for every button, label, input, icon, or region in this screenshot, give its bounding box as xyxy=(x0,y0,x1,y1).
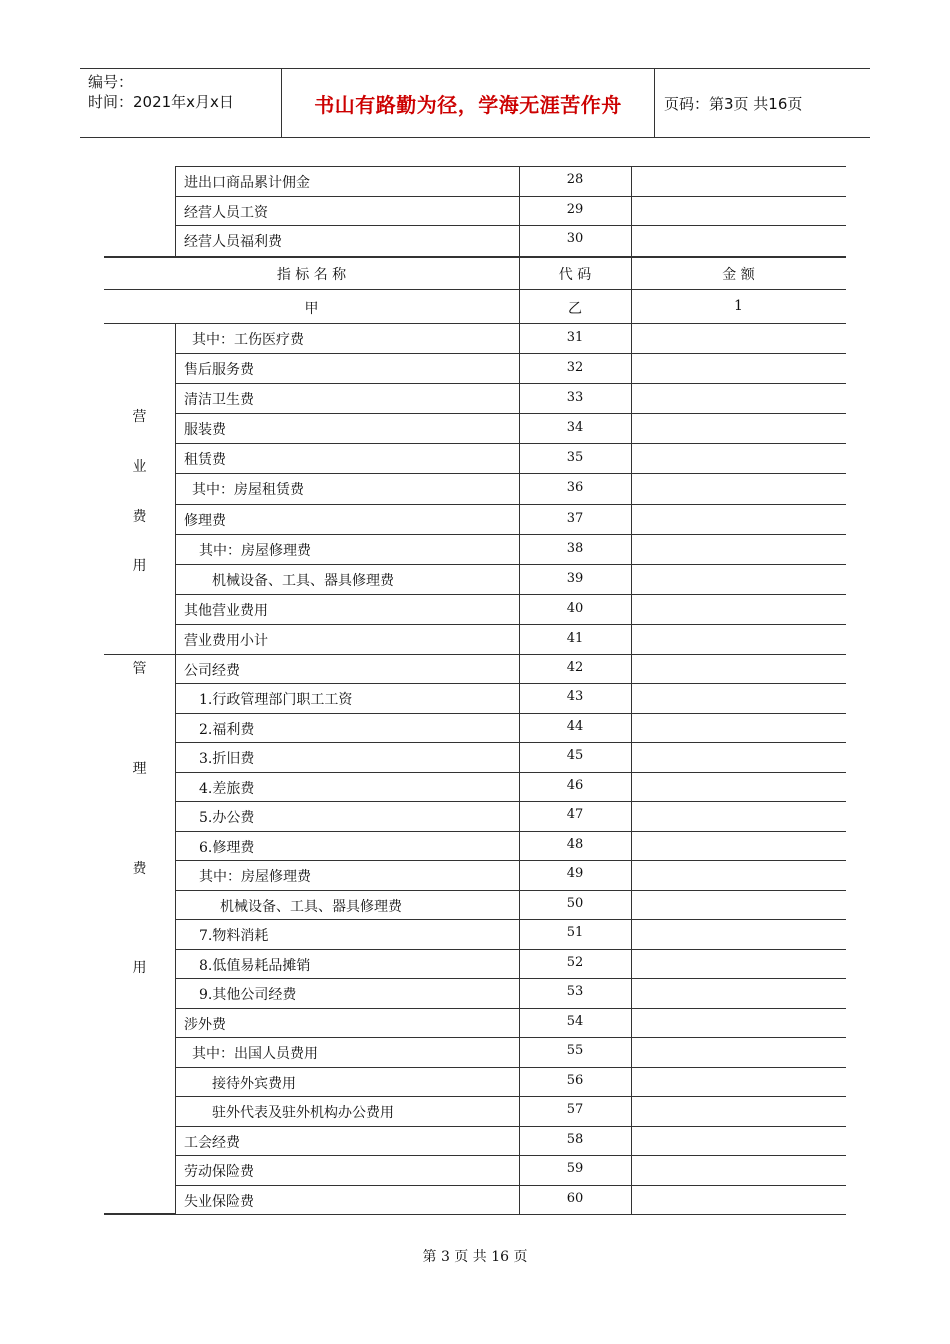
row-code: 29 xyxy=(566,201,584,217)
row-code: 54 xyxy=(566,1013,584,1029)
row-amount-cell[interactable] xyxy=(631,919,846,948)
table-rule xyxy=(175,683,846,684)
row-name: 接待外宾费用 xyxy=(212,1075,296,1092)
table-rule xyxy=(175,225,846,226)
table-row xyxy=(104,1126,846,1155)
row-code: 58 xyxy=(566,1131,584,1147)
row-amount-cell[interactable] xyxy=(631,978,846,1007)
table-row xyxy=(104,473,846,503)
column-header-code: 代 码 xyxy=(558,267,592,283)
table-row xyxy=(104,654,846,683)
table-row xyxy=(104,890,846,919)
row-name: 进出口商品累计佣金 xyxy=(184,175,310,191)
row-code: 39 xyxy=(566,570,584,586)
row-amount-cell[interactable] xyxy=(631,1185,846,1214)
table-row xyxy=(104,683,846,712)
row-code: 46 xyxy=(566,777,584,793)
table-rule xyxy=(175,860,846,861)
table-row xyxy=(104,1155,846,1184)
row-amount-cell[interactable] xyxy=(631,831,846,860)
column-header-amount: 金 额 xyxy=(722,267,755,283)
row-code: 32 xyxy=(566,360,584,376)
page-header xyxy=(80,68,870,138)
row-name: 公司经费 xyxy=(184,663,240,679)
table-rule xyxy=(175,919,846,920)
table-rule xyxy=(175,1155,846,1156)
row-name: 经营人员福利费 xyxy=(184,234,282,250)
row-code: 53 xyxy=(566,984,584,1000)
table-rule xyxy=(175,1008,846,1009)
table-rule xyxy=(175,801,846,802)
row-code: 41 xyxy=(566,630,584,646)
table-column-rule xyxy=(519,256,520,323)
table-row xyxy=(104,978,846,1007)
row-name: 9.其他公司经费 xyxy=(199,987,297,1004)
table-rule xyxy=(104,289,846,290)
table-row xyxy=(104,534,846,564)
row-code: 59 xyxy=(566,1161,584,1177)
table-column-rule xyxy=(631,323,632,1214)
row-code: 60 xyxy=(566,1190,584,1206)
row-amount-cell[interactable] xyxy=(631,534,846,564)
table-row xyxy=(104,353,846,383)
row-name: 清洁卫生费 xyxy=(184,392,254,409)
row-name: 5.办公费 xyxy=(199,810,255,827)
row-amount-cell[interactable] xyxy=(631,594,846,624)
row-code: 36 xyxy=(566,480,584,496)
row-code: 56 xyxy=(566,1072,584,1088)
table-rule xyxy=(175,443,846,444)
table-rule xyxy=(175,713,846,714)
table-column-rule xyxy=(631,256,632,323)
table-rule xyxy=(104,256,846,258)
table-rule xyxy=(175,353,846,354)
row-amount-cell[interactable] xyxy=(631,1155,846,1184)
row-amount-cell[interactable] xyxy=(631,564,846,594)
row-code: 37 xyxy=(566,510,584,526)
row-code: 38 xyxy=(566,540,584,556)
row-code: 33 xyxy=(566,390,584,406)
row-name: 劳动保险费 xyxy=(184,1164,254,1181)
table-rule xyxy=(175,594,846,595)
row-name: 2.福利费 xyxy=(199,721,255,738)
row-name: 其中：出国人员费用 xyxy=(192,1046,318,1063)
row-code: 42 xyxy=(566,660,584,675)
row-code: 57 xyxy=(566,1102,584,1118)
table-row xyxy=(104,323,846,353)
row-amount-cell[interactable] xyxy=(631,353,846,383)
row-amount-cell[interactable] xyxy=(631,683,846,712)
table-rule xyxy=(175,1067,846,1068)
row-code: 40 xyxy=(566,600,584,616)
category-sales-char-3: 费 xyxy=(132,509,147,525)
table-rule xyxy=(175,890,846,891)
row-code: 50 xyxy=(566,895,584,911)
row-name: 租赁费 xyxy=(184,452,226,469)
row-name: 机械设备、工具、器具修理费 xyxy=(212,572,394,589)
table-rule xyxy=(175,473,846,474)
row-name: 驻外代表及驻外机构办公费用 xyxy=(212,1105,394,1122)
row-amount-cell[interactable] xyxy=(631,742,846,771)
table-row xyxy=(104,772,846,801)
row-name: 工会经费 xyxy=(184,1134,240,1151)
page-footer: 第 3 页 共 16 页 xyxy=(422,1249,528,1265)
row-code: 43 xyxy=(566,689,584,705)
row-name: 其他营业费用 xyxy=(184,602,268,619)
table-rule xyxy=(175,1126,846,1127)
header-motto: 书山有路勤为径，学海无涯苦作舟 xyxy=(314,92,622,117)
table-rule xyxy=(175,1037,846,1038)
table-rule xyxy=(175,166,846,167)
category-admin-char-1: 管 xyxy=(132,661,147,677)
table-rule xyxy=(175,413,846,414)
document-date-label: 时间：2021年x月x日 xyxy=(88,93,234,111)
table-row xyxy=(104,594,846,624)
table-row xyxy=(104,831,846,860)
header-page-info: 页码：第3页 共16页 xyxy=(664,94,803,113)
table-column-rule xyxy=(175,166,176,256)
row-name: 4.差旅费 xyxy=(199,780,255,797)
row-name: 8.低值易耗品摊销 xyxy=(199,957,311,974)
column-index-code: 乙 xyxy=(568,301,582,317)
table-row xyxy=(104,742,846,771)
row-name: 1.行政管理部门职工工资 xyxy=(199,692,353,709)
table-rule xyxy=(175,1096,846,1097)
table-rule xyxy=(175,772,846,773)
table-rule xyxy=(175,564,846,565)
category-admin-char-4: 用 xyxy=(132,960,147,976)
table-rule xyxy=(175,624,846,625)
table-row xyxy=(104,1037,846,1066)
row-code: 34 xyxy=(566,420,584,436)
row-name: 其中：房屋租赁费 xyxy=(192,482,304,499)
row-name: 机械设备、工具、器具修理费 xyxy=(220,898,402,915)
row-amount-cell[interactable] xyxy=(631,772,846,801)
table-column-index xyxy=(104,290,846,324)
table-rule xyxy=(175,742,846,743)
table-row xyxy=(104,1067,846,1096)
table-rule xyxy=(104,654,846,655)
row-name: 7.物料消耗 xyxy=(199,928,269,945)
header-meta xyxy=(80,69,282,137)
table-rule xyxy=(175,978,846,979)
category-admin-char-2: 理 xyxy=(132,761,147,777)
row-amount-cell[interactable] xyxy=(631,473,846,503)
row-name: 失业保险费 xyxy=(184,1193,254,1210)
row-amount-cell[interactable] xyxy=(631,166,846,196)
row-amount-cell[interactable] xyxy=(631,1008,846,1037)
row-name: 其中：工伤医疗费 xyxy=(192,332,304,348)
row-code: 45 xyxy=(566,748,584,764)
header-motto-cell xyxy=(282,69,655,137)
table-row xyxy=(104,166,846,196)
row-code: 52 xyxy=(566,954,584,970)
table-row xyxy=(104,1008,846,1037)
table-row xyxy=(104,624,846,654)
row-name: 售后服务费 xyxy=(184,362,254,379)
row-amount-cell[interactable] xyxy=(631,443,846,473)
row-amount-cell[interactable] xyxy=(631,413,846,443)
table-rule xyxy=(175,383,846,384)
table-row xyxy=(104,713,846,742)
row-code: 55 xyxy=(566,1043,584,1059)
row-amount-cell[interactable] xyxy=(631,196,846,226)
table-row xyxy=(104,860,846,889)
row-code: 48 xyxy=(566,836,584,852)
table-row xyxy=(104,383,846,413)
table-row xyxy=(104,949,846,978)
row-amount-cell[interactable] xyxy=(631,1096,846,1125)
row-amount-cell[interactable] xyxy=(631,504,846,534)
table-rule xyxy=(175,196,846,197)
table-rule xyxy=(175,949,846,950)
row-name: 营业费用小计 xyxy=(184,632,268,649)
row-code: 30 xyxy=(566,231,584,246)
row-amount-cell[interactable] xyxy=(631,1067,846,1096)
row-code: 51 xyxy=(566,925,584,941)
table-column-rule xyxy=(631,166,632,256)
table-row xyxy=(104,564,846,594)
row-code: 47 xyxy=(566,807,584,823)
row-name: 6.修理费 xyxy=(199,839,255,856)
document-number-label: 编号： xyxy=(88,73,134,91)
row-name: 经营人员工资 xyxy=(184,204,268,221)
table-rule xyxy=(175,1185,846,1186)
row-name: 其中：房屋修理费 xyxy=(199,869,311,886)
category-sales-char-4: 用 xyxy=(132,558,147,574)
row-amount-cell[interactable] xyxy=(631,860,846,889)
row-code: 44 xyxy=(566,718,584,734)
column-index-name: 甲 xyxy=(304,301,319,317)
table-row xyxy=(104,801,846,830)
column-header-name: 指 标 名 称 xyxy=(276,267,347,283)
table-row xyxy=(104,919,846,948)
table-row xyxy=(104,225,846,255)
row-amount-cell[interactable] xyxy=(631,1037,846,1066)
table-rule xyxy=(175,504,846,505)
row-name: 涉外费 xyxy=(184,1016,226,1033)
table-column-header xyxy=(104,257,846,290)
row-code: 31 xyxy=(566,330,584,345)
row-name: 修理费 xyxy=(184,512,226,529)
row-amount-cell[interactable] xyxy=(631,654,846,683)
column-index-amount: 1 xyxy=(734,298,743,314)
row-name: 其中：房屋修理费 xyxy=(199,542,311,559)
row-name: 3.折旧费 xyxy=(199,751,255,768)
table-rule xyxy=(175,534,846,535)
table-rule xyxy=(104,323,846,324)
table-column-rule xyxy=(519,166,520,256)
row-amount-cell[interactable] xyxy=(631,801,846,830)
category-sales-char-2: 业 xyxy=(132,459,147,475)
row-amount-cell[interactable] xyxy=(631,624,846,654)
row-code: 28 xyxy=(566,172,584,187)
table-row xyxy=(104,196,846,226)
row-amount-cell[interactable] xyxy=(631,323,846,353)
table-column-rule xyxy=(175,323,176,1214)
row-amount-cell[interactable] xyxy=(631,949,846,978)
table-row xyxy=(104,413,846,443)
category-admin-char-3: 费 xyxy=(132,861,147,877)
row-amount-cell[interactable] xyxy=(631,225,846,255)
row-code: 35 xyxy=(566,450,584,466)
category-sales-char-1: 营 xyxy=(132,409,147,425)
row-amount-cell[interactable] xyxy=(631,713,846,742)
table-row xyxy=(104,1185,846,1214)
table-column-rule xyxy=(519,323,520,1214)
table-rule xyxy=(175,831,846,832)
row-amount-cell[interactable] xyxy=(631,1126,846,1155)
row-code: 49 xyxy=(566,866,584,882)
table-rule xyxy=(104,1213,175,1215)
table-row xyxy=(104,1096,846,1125)
row-amount-cell[interactable] xyxy=(631,383,846,413)
table-rule xyxy=(175,1214,846,1215)
row-name: 服装费 xyxy=(184,422,226,439)
table-row xyxy=(104,504,846,534)
table-row xyxy=(104,443,846,473)
row-amount-cell[interactable] xyxy=(631,890,846,919)
